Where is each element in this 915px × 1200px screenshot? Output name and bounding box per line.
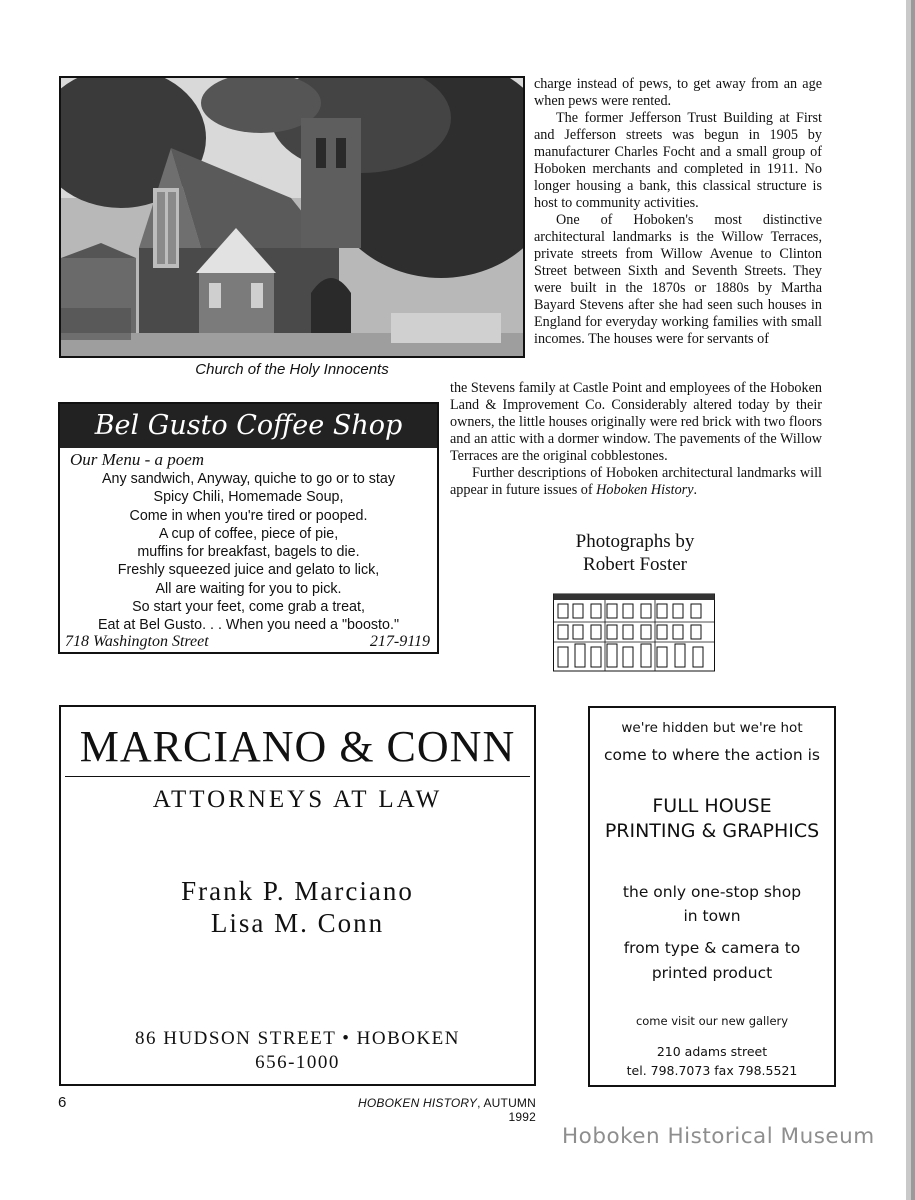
firm-address: 86 HUDSON STREET • HOBOKEN bbox=[134, 1028, 461, 1049]
full-house-ad bbox=[588, 706, 836, 1087]
page-edge-shadow-dark bbox=[911, 0, 915, 1200]
shop-address: 718 Washington Street bbox=[65, 633, 209, 650]
photo-caption: Church of the Holy Innocents bbox=[195, 361, 389, 378]
ad-subtitle: Our Menu - a poem bbox=[70, 450, 205, 469]
poem-line: So start your feet, come grab a treat, bbox=[132, 599, 365, 616]
firm-name: MARCIANO & CONN bbox=[79, 722, 516, 771]
poem-line: Freshly squeezed juice and gelato to lick, bbox=[117, 562, 380, 579]
business-address: 210 adams street bbox=[656, 1044, 768, 1059]
ad-services bbox=[590, 936, 834, 986]
poem-line: muffins for breakfast, bagels to die. bbox=[137, 544, 360, 561]
article-paragraph: One of Hoboken's most distinctive architectural landmarks is the Willow Terraces, private streets from Willow Avenue to Clinton Street between Sixth and Seventh Streets. They were built in the 1870s or 1880s by Martha Bayard Stevens after she had seen such houses in England for everyday working families with small incomes. The houses were for servants of bbox=[534, 212, 822, 347]
poem-line: All are waiting for you to pick. bbox=[155, 580, 342, 597]
business-phone: tel. 798.7073 fax 798.5521 bbox=[626, 1063, 798, 1078]
issue-date: , AUTUMN 1992 bbox=[477, 1096, 536, 1124]
article-paragraph: charge instead of pews, to get away from an age when pews were rented. bbox=[534, 76, 822, 109]
poem-line: A cup of coffee, piece of pie, bbox=[158, 525, 339, 542]
ad-teaser: come to where the action is bbox=[604, 746, 820, 764]
slogan-line: the only one-stop shop bbox=[622, 883, 802, 901]
slogan-line: in town bbox=[683, 907, 741, 925]
article-paragraph: The former Jefferson Trust Building at First and Jefferson streets was begun in 1905 by manufacturer Charles Focht and a small group of Hoboken merchants and completed in 1911. No longer housing a bank, this classical structure is host to community activities. bbox=[534, 110, 822, 211]
business-name-line: FULL HOUSE bbox=[652, 795, 772, 817]
museum-watermark: Hoboken Historical Museum bbox=[562, 1124, 875, 1149]
article-paragraph bbox=[450, 465, 822, 499]
menu-poem bbox=[60, 470, 437, 635]
ad-title: Bel Gusto Coffee Shop bbox=[60, 404, 437, 448]
photo-credit bbox=[540, 530, 730, 576]
publication-name: HOBOKEN HISTORY bbox=[358, 1096, 478, 1110]
attorney-name: Frank P. Marciano bbox=[181, 876, 414, 906]
bel-gusto-ad bbox=[58, 402, 439, 654]
running-footer bbox=[330, 1096, 536, 1124]
ad-slogan bbox=[590, 880, 834, 928]
shop-phone: 217-9119 bbox=[369, 633, 430, 650]
services-line: from type & camera to bbox=[623, 939, 801, 957]
gallery-note: come visit our new gallery bbox=[635, 1014, 789, 1028]
article-text: Further descriptions of Hoboken architectural landmarks will appear in future issues of bbox=[450, 465, 822, 498]
business-contact bbox=[590, 1042, 834, 1080]
attorney-name: Lisa M. Conn bbox=[210, 908, 385, 938]
firm-phone: 656-1000 bbox=[255, 1052, 340, 1073]
ad-teaser: we're hidden but we're hot bbox=[621, 720, 803, 736]
church-photo bbox=[59, 76, 525, 358]
article-text: . bbox=[693, 482, 698, 498]
services-line: printed product bbox=[651, 964, 773, 982]
attorney-names bbox=[61, 875, 534, 939]
poem-line: Any sandwich, Anyway, quiche to go or to stay bbox=[102, 471, 395, 487]
article-column-right bbox=[534, 76, 822, 348]
church-illustration bbox=[61, 78, 523, 356]
publication-title: Hoboken History bbox=[596, 482, 694, 498]
page-number: 6 bbox=[58, 1094, 67, 1111]
row-houses-icon bbox=[553, 592, 715, 672]
article-column-wide bbox=[450, 380, 822, 499]
divider bbox=[65, 776, 530, 777]
poem-line: Come in when you're tired or pooped. bbox=[129, 507, 368, 524]
marciano-conn-ad bbox=[59, 705, 536, 1086]
photo-credit-name: Robert Foster bbox=[583, 554, 687, 575]
business-name-line: PRINTING & GRAPHICS bbox=[604, 820, 820, 842]
poem-line: Eat at Bel Gusto. . . When you need a "boosto." bbox=[97, 617, 400, 634]
article-paragraph: the Stevens family at Castle Point and employees of the Hoboken Land & Improvement Co. Considerably altered today by their owners, the little houses originally were red brick with two floors and an attic with a dormer window. The pavements of the Willow Terraces are the original cobblestones. bbox=[450, 380, 822, 464]
firm-contact bbox=[61, 1027, 534, 1075]
business-name bbox=[590, 794, 834, 844]
photo-credit-line: Photographs by bbox=[575, 531, 695, 552]
firm-tagline: ATTORNEYS AT LAW bbox=[152, 786, 443, 813]
poem-line: Spicy Chili, Homemade Soup, bbox=[153, 489, 344, 506]
